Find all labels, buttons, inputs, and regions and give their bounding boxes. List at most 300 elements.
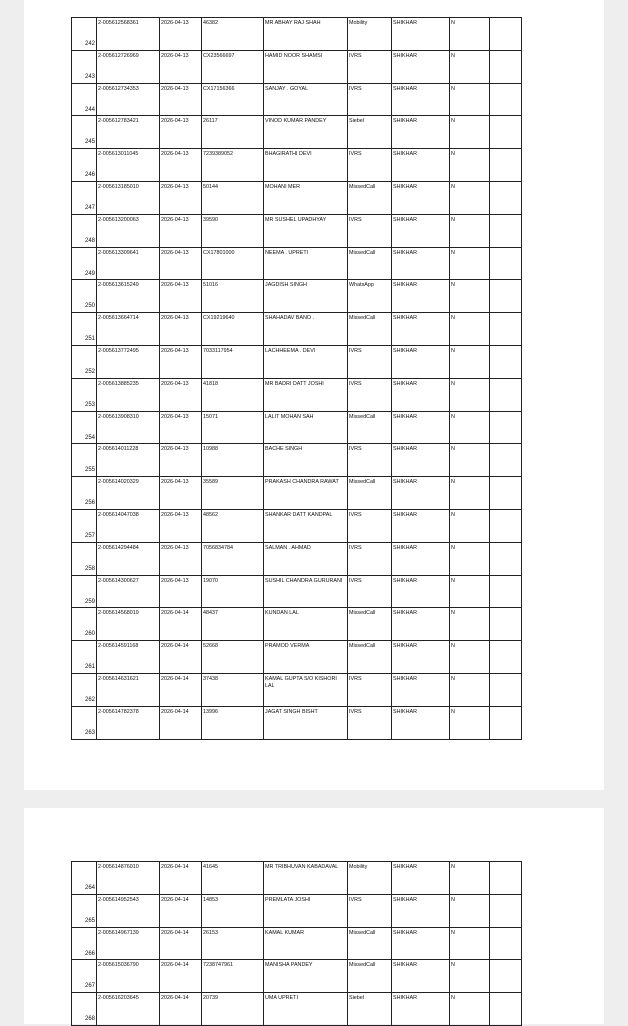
row-number-cell: 259 [72, 575, 97, 608]
table-row [72, 706, 522, 739]
record-id-cell [97, 641, 160, 674]
region-cell [392, 706, 450, 739]
table-row [72, 18, 522, 51]
customer-code-cell [202, 50, 264, 83]
customer-code: 7239389052 [203, 151, 233, 158]
customer-code-cell [202, 378, 264, 411]
record-id-cell [97, 116, 160, 149]
status-flag-cell [450, 116, 490, 149]
record-id-cell [97, 50, 160, 83]
status-flag: N [451, 446, 455, 453]
status-flag: N [451, 282, 455, 289]
customer-name-cell [264, 83, 348, 116]
status-flag-cell [450, 444, 490, 477]
request-source: MissedCall [349, 929, 376, 936]
record-id: 2-005614631621 [98, 675, 139, 682]
customer-code: 37438 [203, 675, 218, 682]
record-date-cell [160, 444, 202, 477]
customer-code-cell [202, 608, 264, 641]
customer-name: BHAGIRATHI DEVI [265, 151, 312, 158]
customer-name: UMA UPRETI [265, 995, 298, 1002]
customer-code-cell [202, 214, 264, 247]
region: SHIKHAR [393, 610, 417, 617]
request-source-cell [348, 378, 392, 411]
customer-name: JAGDISH SINGH [265, 282, 307, 289]
row-number-cell: 267 [72, 960, 97, 993]
row-number-cell: 253 [72, 378, 97, 411]
customer-name: SUSHIL CHANDRA GURURANI [265, 577, 343, 584]
customer-name-cell [264, 50, 348, 83]
status-flag-cell [450, 83, 490, 116]
record-date: 2026-04-14 [161, 708, 189, 715]
record-date-cell [160, 149, 202, 182]
region-cell [392, 116, 450, 149]
region: SHIKHAR [393, 52, 417, 59]
customer-name-cell [264, 18, 348, 51]
record-date-cell [160, 83, 202, 116]
customer-code-cell [202, 116, 264, 149]
customer-name: KAMAL KUMAR [265, 929, 305, 936]
status-flag: N [451, 479, 455, 486]
request-source: MissedCall [349, 249, 376, 256]
status-flag: N [451, 864, 455, 870]
customer-name: LALIT MOHAN SAH [265, 413, 314, 420]
customer-code-cell [202, 960, 264, 993]
table-row [72, 960, 522, 993]
row-number-cell: 251 [72, 313, 97, 346]
customer-code-cell [202, 894, 264, 927]
customer-code-cell [202, 149, 264, 182]
customer-code: 20739 [203, 995, 218, 1002]
customer-code-cell [202, 411, 264, 444]
region-cell [392, 181, 450, 214]
records-table [71, 17, 522, 740]
table-row [72, 993, 522, 1026]
customer-code: 48437 [203, 610, 218, 617]
record-id-cell [97, 345, 160, 378]
status-flag-cell [450, 18, 490, 51]
status-flag: N [451, 249, 455, 256]
record-id-cell [97, 927, 160, 960]
row-number-cell: 243 [72, 50, 97, 83]
region: SHIKHAR [393, 118, 417, 125]
row-number-cell: 245 [72, 116, 97, 149]
row-number-cell: 260 [72, 608, 97, 641]
status-flag-cell [450, 247, 490, 280]
record-date-cell [160, 641, 202, 674]
table-row [72, 181, 522, 214]
table-row [72, 641, 522, 674]
record-id-cell [97, 411, 160, 444]
record-date-cell [160, 280, 202, 313]
record-date-cell [160, 378, 202, 411]
record-date: 2026-04-13 [161, 249, 189, 256]
customer-name: SHAHADAV BANO . [265, 315, 315, 322]
customer-name: PREMLATA JOSHI [265, 896, 311, 903]
request-source-cell [348, 149, 392, 182]
record-date: 2026-04-14 [161, 962, 189, 969]
status-flag-cell [450, 149, 490, 182]
request-source: IVRS [349, 708, 362, 715]
customer-code-cell [202, 509, 264, 542]
region-cell [392, 575, 450, 608]
records-table [71, 861, 522, 1026]
region: SHIKHAR [393, 643, 417, 650]
record-date-cell [160, 960, 202, 993]
customer-code-cell [202, 18, 264, 51]
record-date-cell [160, 927, 202, 960]
region: SHIKHAR [393, 962, 417, 969]
table-row [72, 345, 522, 378]
record-date-cell [160, 542, 202, 575]
status-flag-cell [450, 411, 490, 444]
request-source: IVRS [349, 577, 362, 584]
record-date: 2026-04-13 [161, 118, 189, 125]
status-flag-cell [450, 706, 490, 739]
request-source: MissedCall [349, 479, 376, 486]
request-source: WhatsApp [349, 282, 374, 289]
record-date: 2026-04-13 [161, 20, 189, 26]
record-id-cell [97, 706, 160, 739]
customer-name: PRAMOD VERMA [265, 643, 310, 650]
row-number-cell: 254 [72, 411, 97, 444]
table-row [72, 378, 522, 411]
record-date-cell [160, 477, 202, 510]
request-source: MissedCall [349, 315, 376, 322]
status-flag: N [451, 315, 455, 322]
region-cell [392, 50, 450, 83]
region: SHIKHAR [393, 315, 417, 322]
record-id-cell [97, 280, 160, 313]
record-date: 2026-04-13 [161, 446, 189, 453]
record-id-cell [97, 960, 160, 993]
customer-name: HAMID NOOR SHAMSI [265, 52, 323, 59]
request-source-cell [348, 894, 392, 927]
table-row [72, 542, 522, 575]
customer-name: MOHANI MER [265, 183, 301, 190]
customer-code: 41818 [203, 380, 218, 387]
record-date: 2026-04-13 [161, 479, 189, 486]
request-source-cell [348, 345, 392, 378]
record-id-cell [97, 993, 160, 1026]
status-flag: N [451, 929, 455, 936]
customer-name-cell [264, 477, 348, 510]
request-source: IVRS [349, 511, 362, 518]
record-date: 2026-04-14 [161, 610, 189, 617]
row-number-cell: 242 [72, 18, 97, 51]
customer-name-cell [264, 894, 348, 927]
customer-name-cell [264, 927, 348, 960]
request-source: MissedCall [349, 962, 376, 969]
region: SHIKHAR [393, 511, 417, 518]
status-flag-cell [450, 894, 490, 927]
request-source: Mobility [349, 20, 368, 26]
table-row [72, 894, 522, 927]
region-cell [392, 345, 450, 378]
request-source-cell [348, 181, 392, 214]
customer-code: 15071 [203, 413, 218, 420]
status-flag: N [451, 216, 455, 223]
record-date-cell [160, 673, 202, 706]
region-cell [392, 18, 450, 51]
customer-name: JAGAT SINGH BISHT [265, 708, 318, 715]
request-source-cell [348, 960, 392, 993]
record-id: 2-005612783421 [98, 118, 139, 125]
empty-cell-cell [490, 116, 522, 149]
customer-code: 10988 [203, 446, 218, 453]
status-flag-cell [450, 50, 490, 83]
empty-cell-cell [490, 83, 522, 116]
customer-code: CX19219640 [203, 315, 235, 322]
status-flag-cell [450, 608, 490, 641]
record-id: 2-005613011045 [98, 151, 139, 158]
region-cell [392, 313, 450, 346]
document-page-1 [24, 0, 604, 790]
record-date-cell [160, 18, 202, 51]
region-cell [392, 149, 450, 182]
status-flag-cell [450, 378, 490, 411]
record-id: 2-005613200063 [98, 216, 139, 223]
record-id: 2-005615036790 [98, 962, 139, 969]
region: SHIKHAR [393, 896, 417, 903]
region-cell [392, 894, 450, 927]
table-row [72, 477, 522, 510]
customer-code: 7238747961 [203, 962, 233, 969]
record-date-cell [160, 50, 202, 83]
empty-cell-cell [490, 247, 522, 280]
record-id: 2-005613185010 [98, 183, 139, 190]
record-date: 2026-04-13 [161, 183, 189, 190]
table-row [72, 247, 522, 280]
record-date: 2026-04-14 [161, 864, 189, 870]
record-date-cell [160, 214, 202, 247]
status-flag: N [451, 118, 455, 125]
record-id-cell [97, 608, 160, 641]
record-date: 2026-04-13 [161, 511, 189, 518]
region-cell [392, 378, 450, 411]
table-row [72, 608, 522, 641]
empty-cell-cell [490, 862, 522, 895]
record-id: 2-005616203645 [98, 995, 139, 1002]
status-flag-cell [450, 477, 490, 510]
region-cell [392, 214, 450, 247]
record-date-cell [160, 116, 202, 149]
table-row [72, 83, 522, 116]
customer-name-cell [264, 181, 348, 214]
empty-cell-cell [490, 477, 522, 510]
customer-name-cell [264, 509, 348, 542]
request-source: IVRS [349, 446, 362, 453]
record-id-cell [97, 444, 160, 477]
region: SHIKHAR [393, 446, 417, 453]
customer-code: CX23566697 [203, 52, 235, 59]
record-date-cell [160, 509, 202, 542]
request-source-cell [348, 411, 392, 444]
empty-cell-cell [490, 894, 522, 927]
record-id-cell [97, 247, 160, 280]
customer-code-cell [202, 444, 264, 477]
request-source: IVRS [349, 85, 362, 92]
customer-name: KUNDAN LAL [265, 610, 299, 617]
region-cell [392, 411, 450, 444]
record-date: 2026-04-14 [161, 896, 189, 903]
table-row [72, 116, 522, 149]
table-row [72, 927, 522, 960]
record-date-cell [160, 411, 202, 444]
request-source-cell [348, 641, 392, 674]
record-id-cell [97, 894, 160, 927]
region: SHIKHAR [393, 929, 417, 936]
customer-code: 26117 [203, 118, 218, 125]
record-date-cell [160, 247, 202, 280]
empty-cell-cell [490, 50, 522, 83]
row-number-cell: 265 [72, 894, 97, 927]
customer-code-cell [202, 542, 264, 575]
region: SHIKHAR [393, 249, 417, 256]
record-id: 2-005614591168 [98, 643, 139, 650]
request-source: Mobility [349, 864, 368, 870]
request-source: IVRS [349, 151, 362, 158]
status-flag: N [451, 151, 455, 158]
region: SHIKHAR [393, 995, 417, 1002]
table-row [72, 214, 522, 247]
row-number-cell: 247 [72, 181, 97, 214]
region-cell [392, 641, 450, 674]
customer-code: 14853 [203, 896, 218, 903]
customer-code-cell [202, 673, 264, 706]
request-source: IVRS [349, 216, 362, 223]
customer-name: KAMAL GUPTA S/O KISHORI LAL [265, 675, 337, 689]
record-id-cell [97, 509, 160, 542]
customer-name: BACHE SINGH [265, 446, 303, 453]
record-id-cell [97, 542, 160, 575]
status-flag-cell [450, 181, 490, 214]
empty-cell-cell [490, 149, 522, 182]
status-flag: N [451, 183, 455, 190]
row-number-cell: 266 [72, 927, 97, 960]
request-source: IVRS [349, 380, 362, 387]
request-source-cell [348, 477, 392, 510]
table-row [72, 50, 522, 83]
document-page-2 [24, 808, 604, 1024]
record-id: 2-005612568361 [98, 20, 139, 26]
customer-code: 50144 [203, 183, 218, 190]
record-date: 2026-04-13 [161, 413, 189, 420]
region: SHIKHAR [393, 675, 417, 682]
table-row [72, 411, 522, 444]
record-id: 2-005614047038 [98, 511, 139, 518]
customer-code: 39590 [203, 216, 218, 223]
region: SHIKHAR [393, 347, 417, 354]
region-cell [392, 509, 450, 542]
customer-code-cell [202, 313, 264, 346]
customer-name-cell [264, 641, 348, 674]
request-source-cell [348, 706, 392, 739]
customer-name-cell [264, 214, 348, 247]
empty-cell-cell [490, 444, 522, 477]
customer-code-cell [202, 575, 264, 608]
request-source-cell [348, 247, 392, 280]
request-source-cell [348, 993, 392, 1026]
customer-code-cell [202, 641, 264, 674]
customer-name-cell [264, 608, 348, 641]
request-source: IVRS [349, 675, 362, 682]
request-source-cell [348, 116, 392, 149]
region: SHIKHAR [393, 544, 417, 551]
customer-code: 48562 [203, 511, 218, 518]
record-date: 2026-04-13 [161, 380, 189, 387]
status-flag: N [451, 413, 455, 420]
record-id: 2-005614300627 [98, 577, 139, 584]
region-cell [392, 444, 450, 477]
record-id: 2-005613615249 [98, 282, 139, 289]
status-flag: N [451, 380, 455, 387]
customer-name-cell [264, 706, 348, 739]
region: SHIKHAR [393, 864, 417, 870]
customer-name-cell [264, 542, 348, 575]
request-source: IVRS [349, 347, 362, 354]
empty-cell-cell [490, 280, 522, 313]
record-id: 2-005612726969 [98, 52, 139, 59]
customer-code-cell [202, 927, 264, 960]
customer-name-cell [264, 575, 348, 608]
customer-name: VINOD KUMAR PANDEY [265, 118, 327, 125]
customer-code: CX17801000 [203, 249, 235, 256]
record-date: 2026-04-14 [161, 675, 189, 682]
empty-cell-cell [490, 575, 522, 608]
empty-cell-cell [490, 542, 522, 575]
record-date-cell [160, 575, 202, 608]
customer-code: 46382 [203, 20, 218, 26]
row-number-cell: 257 [72, 509, 97, 542]
table-row [72, 673, 522, 706]
record-id: 2-005613309641 [98, 249, 139, 256]
status-flag-cell [450, 313, 490, 346]
customer-name: SALMAN . AHMAD [265, 544, 311, 551]
record-date: 2026-04-13 [161, 347, 189, 354]
customer-name: SANJAY . GOYAL [265, 85, 309, 92]
empty-cell-cell [490, 411, 522, 444]
row-number-cell: 256 [72, 477, 97, 510]
status-flag: N [451, 577, 455, 584]
row-number-cell: 261 [72, 641, 97, 674]
region-cell [392, 673, 450, 706]
customer-name-cell [264, 247, 348, 280]
status-flag-cell [450, 575, 490, 608]
record-date-cell [160, 894, 202, 927]
customer-code: CX17156366 [203, 85, 235, 92]
row-number-cell: 249 [72, 247, 97, 280]
customer-name-cell [264, 444, 348, 477]
request-source: MissedCall [349, 183, 376, 190]
status-flag: N [451, 896, 455, 903]
status-flag-cell [450, 641, 490, 674]
customer-name: MR SUSHEL UPADHYAY [265, 216, 327, 223]
customer-name-cell [264, 378, 348, 411]
customer-code: 19070 [203, 577, 218, 584]
region: SHIKHAR [393, 479, 417, 486]
request-source-cell [348, 862, 392, 895]
region: SHIKHAR [393, 282, 417, 289]
table-row [72, 444, 522, 477]
request-source: Siebel [349, 995, 364, 1002]
record-date-cell [160, 608, 202, 641]
table-row [72, 313, 522, 346]
customer-name-cell [264, 116, 348, 149]
request-source: MissedCall [349, 413, 376, 420]
customer-code-cell [202, 862, 264, 895]
request-source-cell [348, 444, 392, 477]
